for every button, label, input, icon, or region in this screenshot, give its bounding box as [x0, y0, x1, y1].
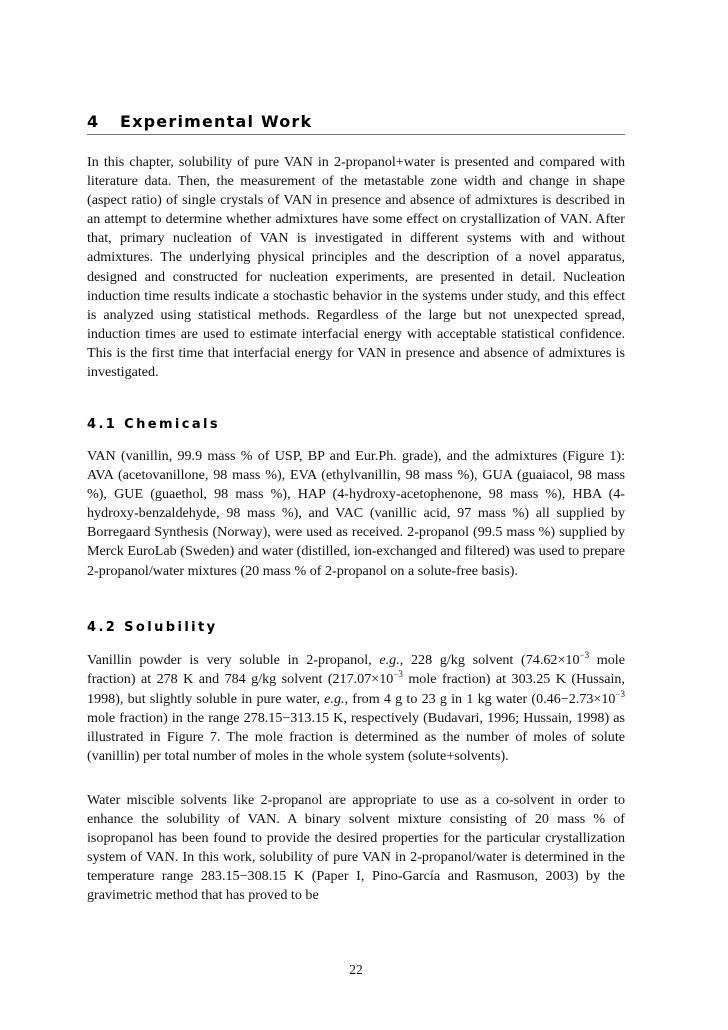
solubility-text-c: mole fraction) at 278 K and 784 g/kg solvent (217.07×10	[87, 652, 625, 688]
solubility-text-f: mole fraction) in the range 278.15−313.15 K, respectively (Budavari, 1996; Hussain, 1998) as illustrated in Figure 7. The mole fraction is determined as the number of moles of solute (vanillin) per total number of moles in the whole system (solute+solvents).	[87, 709, 625, 765]
solubility-text-d: mole fraction) at 303.25 K (Hussain, 1998), but slightly soluble in pure water,	[87, 671, 625, 707]
exponent-3: −3	[615, 688, 625, 699]
chapter-title	[87, 112, 625, 135]
section-heading-chemicals: 4.1 Chemicals	[87, 417, 221, 432]
solubility-paragraph-2: Water miscible solvents like 2-propanol are appropriate to use as a co-solvent in order to enhance the solubility of VAN. A binary solvent mixture consisting of 20 mass % of isopropanol has been found to provide the desired properties for the particular crystallization system of VAN. In this work, solubility of pure VAN in 2-propanol/water is determined in the temperature range 283.15−308.15 K (Paper I, Pino-García and Rasmuson, 2003) by the gravimetric method that has proved to be	[87, 792, 625, 904]
solubility-text-a: Vanillin powder is very soluble in 2-propanol,	[87, 652, 380, 668]
intro-paragraph: In this chapter, solubility of pure VAN in 2-propanol+water is presented and compared with literature data. Then, the measurement of the metastable zone width and change in shape (aspect ratio) of single crystals of VAN in presence and absence of admixtures is described in an attempt to determine whether admixtures have some effect on crystallization of VAN. After that, primary nucleation of VAN is investigated in different systems with and without admixtures. The underlying physical principles and the description of a novel apparatus, designed and constructed for nucleation experiments, are presented in detail. Nucleation induction time results indicate a stochastic behavior in the systems under study, and this effect is analyzed using statistical methods. Regardless of the large but not unexpected spread, induction times are used to estimate interfacial energy with acceptable statistical confidence. This is the first time that interfacial energy for VAN in presence and absence of admixtures is investigated.	[87, 154, 625, 381]
solubility-paragraph-1	[87, 651, 625, 767]
chemicals-paragraph: VAN (vanillin, 99.9 mass % of USP, BP and Eur.Ph. grade), and the admixtures (Figure 1): AVA (acetovanillone, 98 mass %), EVA (ethylvanillin, 98 mass %), GUA (guaiacol, 98 mass %), GUE (guaethol, 98 mass %), HAP (4-hydroxy-acetophenone, 98 mass %), HBA (4-hydroxy-benzaldehyde, 98 mass %), and VAC (vanillic acid, 97 mass %) all supplied by Borregaard Synthesis (Norway), were used as received. 2-propanol (99.5 mass %) supplied by Merck EuroLab (Sweden) and water (distilled, ion-exchanged and filtered) was used to prepare 2-propanol/water mixtures (20 mass % of 2-propanol on a solute-free basis).	[87, 448, 625, 579]
solubility-text-e: , from 4 g to 23 g in 1 kg water (0.46−2.73×10	[344, 690, 616, 707]
eg-italic-2: e.g.	[324, 690, 345, 707]
solubility-text-b: , 228 g/kg solvent (74.62×10	[399, 652, 580, 668]
exponent-2: −3	[393, 669, 403, 680]
section-heading-solubility: 4.2 Solubility	[87, 620, 218, 635]
chapter-title-text: Experimental Work	[120, 112, 313, 131]
chapter-number: 4	[87, 112, 100, 131]
page-number: 22	[349, 962, 363, 977]
exponent-1: −3	[579, 650, 590, 660]
eg-italic-1: e.g.	[379, 652, 400, 668]
